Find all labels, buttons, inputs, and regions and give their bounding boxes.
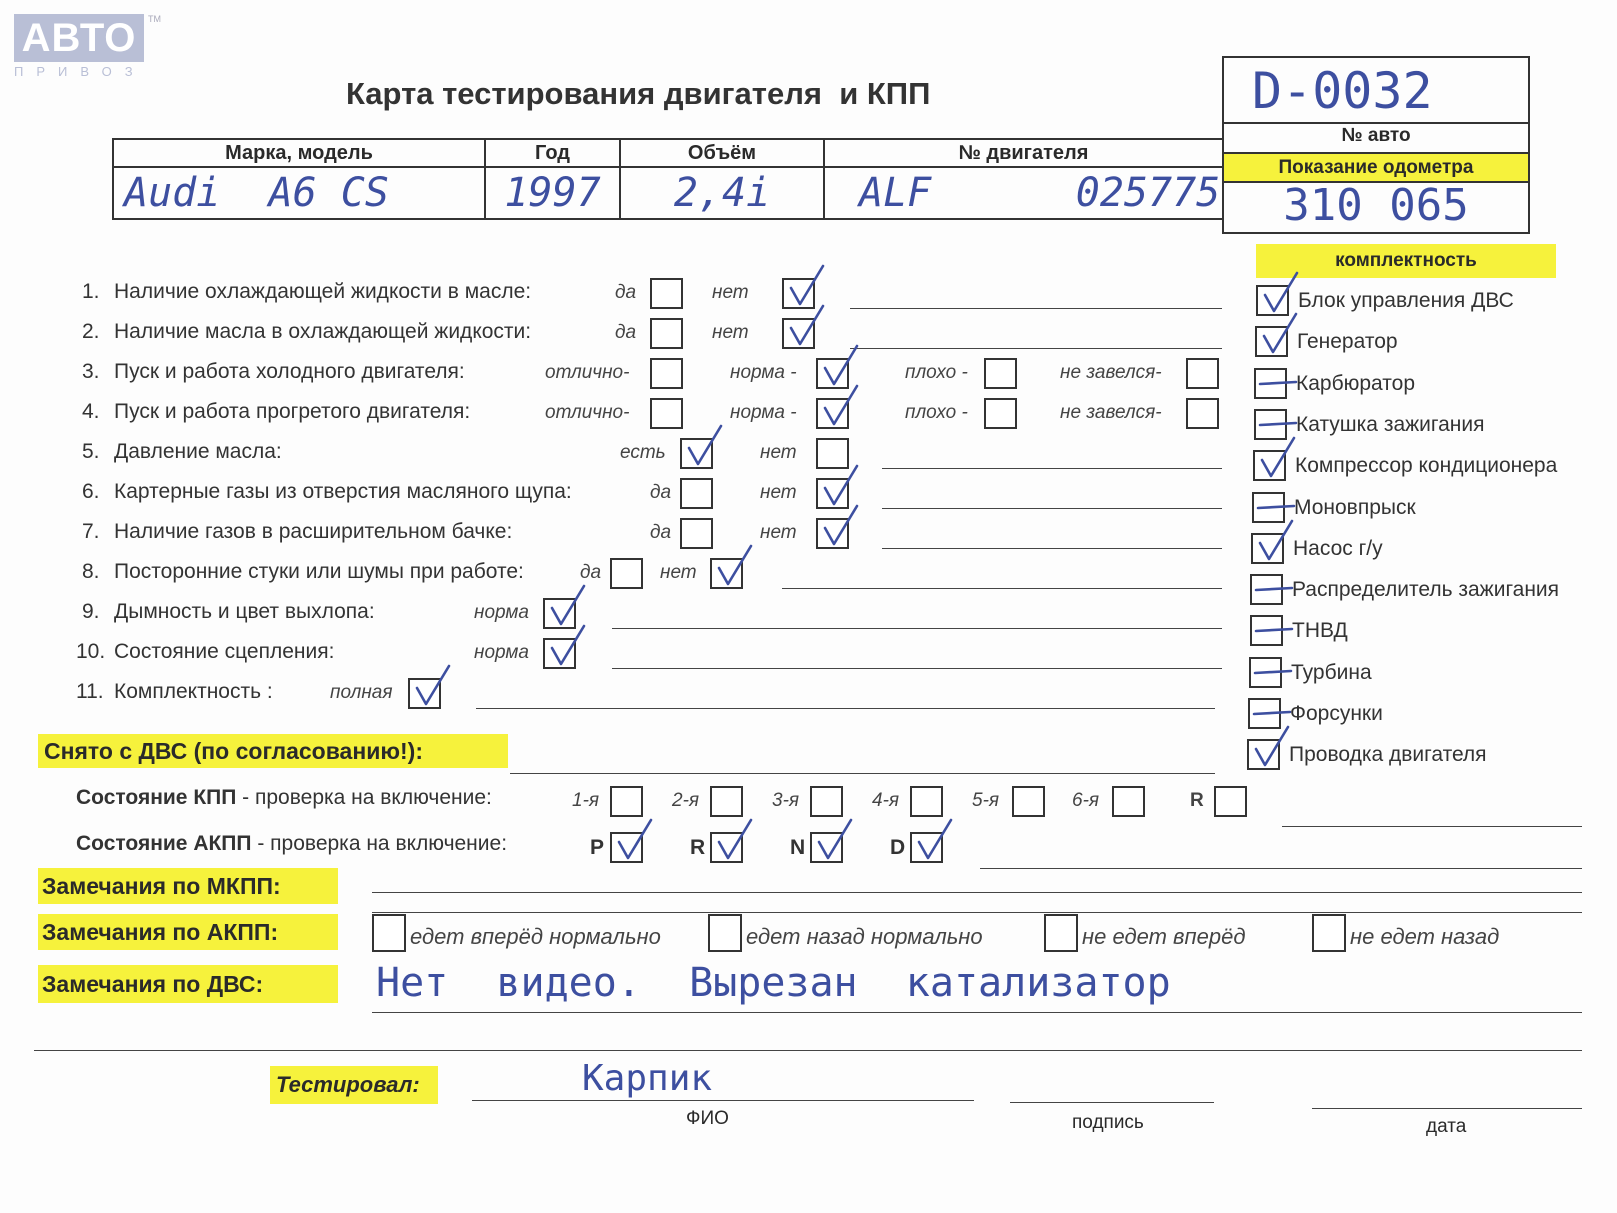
check-option-label: да xyxy=(615,282,637,303)
checkmark-icon xyxy=(714,818,754,866)
check-option-box[interactable] xyxy=(610,558,643,589)
check-option-box[interactable] xyxy=(984,398,1017,429)
remarks-dvs-label: Замечания по ДВС: xyxy=(38,965,338,1003)
kpp-gear-box[interactable] xyxy=(1112,786,1145,817)
check-option-label: не завелся- xyxy=(1060,362,1162,383)
fio-line xyxy=(472,1100,974,1101)
akpp-gear-label: P xyxy=(590,836,605,859)
akpp-gear-label: D xyxy=(890,836,906,859)
completeness-item-label: Компрессор кондиционера xyxy=(1295,454,1558,478)
check-comment-line xyxy=(612,668,1222,669)
remarks-dvs-line xyxy=(372,1012,1582,1013)
completeness-item-label: Распределитель зажигания xyxy=(1292,578,1560,602)
kpp-gear-box[interactable] xyxy=(1214,786,1247,817)
removed-label: Снято с ДВС (по согласованию!): xyxy=(38,734,508,768)
check-comment-line xyxy=(882,468,1222,469)
akpp-remark-box[interactable] xyxy=(372,914,406,952)
check-label: Картерные газы из отверстия масляного щупа: xyxy=(114,480,572,503)
check-option-box[interactable] xyxy=(984,358,1017,389)
kpp-line xyxy=(1282,826,1582,827)
check-option-label: нет xyxy=(760,482,797,503)
check-option-label: плохо - xyxy=(905,402,968,423)
check-option-label: отлично- xyxy=(545,402,630,423)
check-number: 1. xyxy=(82,280,100,303)
checkmark-icon xyxy=(814,818,854,866)
check-option-label: да xyxy=(615,322,637,343)
remarks-dvs-value: Нет видео. Вырезан катализатор xyxy=(376,960,1171,1006)
check-label: Дымность и цвет выхлопа: xyxy=(114,600,375,623)
check-number: 6. xyxy=(82,480,100,503)
akpp-remark-box[interactable] xyxy=(708,914,742,952)
checkmark-icon xyxy=(820,384,860,432)
kpp-gear-label: 1-я xyxy=(572,790,600,811)
logo-main: АВТО xyxy=(14,14,144,62)
header-make-model: Марка, модель xyxy=(113,139,485,167)
akpp-remark-box[interactable] xyxy=(1312,914,1346,952)
fio-caption: ФИО xyxy=(686,1108,729,1129)
akpp-remark-box[interactable] xyxy=(1044,914,1078,952)
remarks-akpp-label: Замечания по АКПП: xyxy=(38,914,338,950)
kpp-gear-label: R xyxy=(1190,790,1204,811)
kpp-gear-label: 2-я xyxy=(672,790,700,811)
remarks-mkpp-label: Замечания по МКПП: xyxy=(38,868,338,904)
kpp-gear-box[interactable] xyxy=(910,786,943,817)
akpp-line xyxy=(980,868,1582,869)
check-option-label: нет xyxy=(660,562,697,583)
check-option-box[interactable] xyxy=(710,558,743,589)
akpp-gear-box[interactable] xyxy=(710,832,743,863)
logo-tm: TM xyxy=(148,14,161,24)
checkmark-icon xyxy=(1251,725,1291,773)
check-option-label: норма xyxy=(474,602,529,623)
completeness-box[interactable] xyxy=(1247,739,1280,770)
check-option-label: да xyxy=(580,562,602,583)
check-label: Наличие масла в охлаждающей жидкости: xyxy=(114,320,532,343)
check-label: Наличие охлаждающей жидкости в масле: xyxy=(114,280,532,303)
check-comment-line xyxy=(612,628,1222,629)
car-number-divider xyxy=(1224,122,1528,124)
completeness-item-label: Моновпрыск xyxy=(1294,495,1416,519)
check-comment-line xyxy=(782,588,1222,589)
logo xyxy=(14,14,164,84)
akpp-remark-label: не едет назад xyxy=(1350,924,1500,949)
kpp-gear-box[interactable] xyxy=(1012,786,1045,817)
check-option-box[interactable] xyxy=(680,518,713,549)
akpp-remark-label: не едет вперёд xyxy=(1082,924,1246,949)
completeness-title: комплектность xyxy=(1256,244,1556,278)
kpp-label-bold: Состояние КПП xyxy=(76,786,237,809)
check-label: Пуск и работа холодного двигателя: xyxy=(114,360,465,383)
check-option-box[interactable] xyxy=(408,678,441,709)
check-option-label: нет xyxy=(760,522,797,543)
kpp-gear-label: 5-я xyxy=(972,790,1000,811)
kpp-gear-label: 3-я xyxy=(772,790,800,811)
checkmark-icon xyxy=(614,818,654,866)
akpp-gear-label: N xyxy=(790,836,806,859)
check-comment-line xyxy=(476,708,1215,709)
car-number-value: D-0032 xyxy=(1252,62,1433,120)
check-option-label: да xyxy=(650,482,672,503)
check-number: 4. xyxy=(82,400,100,423)
check-label: Состояние сцепления: xyxy=(114,640,335,663)
date-line xyxy=(1312,1108,1582,1109)
akpp-label-rest: - проверка на включение: xyxy=(251,832,508,855)
check-comment-line xyxy=(850,348,1222,349)
checkmark-icon xyxy=(547,624,587,672)
check-option-box[interactable] xyxy=(782,318,815,349)
checkmark-icon xyxy=(914,818,954,866)
akpp-gear-box[interactable] xyxy=(810,832,843,863)
completeness-item-label: Генератор xyxy=(1297,330,1398,354)
value-year: 1997 xyxy=(485,167,620,219)
check-label: Посторонние стуки или шумы при работе: xyxy=(114,560,524,583)
check-number: 2. xyxy=(82,320,100,343)
header-volume: Объём xyxy=(620,139,824,167)
car-number-box xyxy=(1222,56,1530,234)
completeness-item-label: Катушка зажигания xyxy=(1296,412,1485,436)
completeness-item-label: Блок управления ДВС xyxy=(1298,289,1514,312)
akpp-gear-box[interactable] xyxy=(910,832,943,863)
check-option-label: не завелся- xyxy=(1060,402,1162,423)
check-comment-line xyxy=(882,548,1222,549)
checkmark-icon xyxy=(412,664,452,712)
bottom-line xyxy=(34,1050,1582,1051)
vehicle-table xyxy=(112,138,1224,220)
checkmark-icon xyxy=(684,424,724,472)
kpp-gear-label: 4-я xyxy=(872,790,900,811)
checkmark-icon xyxy=(714,544,754,592)
check-label: Комплектность : xyxy=(114,680,273,703)
check-option-label: нет xyxy=(760,442,797,463)
check-option-label: норма - xyxy=(730,362,797,383)
check-label: Пуск и работа прогретого двигателя: xyxy=(114,400,471,423)
check-option-label: нет xyxy=(712,322,749,343)
removed-line xyxy=(510,773,1215,774)
check-number: 9. xyxy=(82,600,100,623)
check-option-label: нет xyxy=(712,282,749,303)
value-volume: 2,4i xyxy=(620,167,824,219)
check-option-box[interactable] xyxy=(650,398,683,429)
check-option-box[interactable] xyxy=(650,278,683,309)
check-option-label: есть xyxy=(620,442,666,463)
kpp-gear-label: 6-я xyxy=(1072,790,1100,811)
check-option-label: полная xyxy=(330,682,393,703)
check-comment-line xyxy=(882,508,1222,509)
check-option-label: да xyxy=(650,522,672,543)
akpp-gear-label: R xyxy=(690,836,706,859)
kpp-gear-box[interactable] xyxy=(610,786,643,817)
check-option-box[interactable] xyxy=(680,478,713,509)
header-engine-number: № двигателя xyxy=(824,139,1223,167)
check-number: 3. xyxy=(82,360,100,383)
check-label: Давление масла: xyxy=(114,440,282,463)
check-option-label: отлично- xyxy=(545,362,630,383)
check-option-box[interactable] xyxy=(650,318,683,349)
akpp-gear-box[interactable] xyxy=(610,832,643,863)
check-option-label: норма xyxy=(474,642,529,663)
check-number: 10. xyxy=(76,640,106,663)
check-option-box[interactable] xyxy=(680,438,713,469)
check-option-box[interactable] xyxy=(816,398,849,429)
check-option-label: плохо - xyxy=(905,362,968,383)
completeness-item-label: Карбюратор xyxy=(1296,371,1416,395)
remarks-akpp-line xyxy=(372,912,1582,913)
check-number: 8. xyxy=(82,560,100,583)
odometer-value: 310 065 xyxy=(1283,180,1469,231)
check-option-box[interactable] xyxy=(1186,398,1219,429)
kpp-label-rest: - проверка на включение: xyxy=(236,786,492,809)
akpp-label xyxy=(76,832,507,856)
check-option-box[interactable] xyxy=(543,638,576,669)
check-option-label: норма - xyxy=(730,402,797,423)
akpp-label-bold: Состояние АКПП xyxy=(76,832,252,855)
check-option-box[interactable] xyxy=(1186,358,1219,389)
tested-by-name: Карпик xyxy=(582,1058,713,1099)
tested-by-label: Тестировал: xyxy=(270,1066,438,1104)
completeness-item-label: Форсунки xyxy=(1290,702,1383,725)
date-caption: дата xyxy=(1426,1116,1467,1137)
logo-sub: ПРИВОЗ xyxy=(14,64,146,79)
check-comment-line xyxy=(850,308,1222,309)
completeness-item-label: ТНВД xyxy=(1292,619,1348,643)
akpp-remark-label: едет вперёд нормально xyxy=(410,924,661,949)
car-number-label: № авто xyxy=(1341,125,1411,146)
completeness-item-label: Насос г/у xyxy=(1293,536,1383,560)
signature-line xyxy=(1010,1102,1214,1103)
value-engine-number: ALF 025775 xyxy=(824,167,1223,219)
value-make-model: Audi A6 CS xyxy=(113,167,485,219)
check-label: Наличие газов в расширительном бачке: xyxy=(114,520,513,543)
check-number: 5. xyxy=(82,440,100,463)
completeness-item-label: Проводка двигателя xyxy=(1289,743,1487,767)
completeness-item-label: Турбина xyxy=(1291,660,1372,684)
check-option-box[interactable] xyxy=(816,518,849,549)
check-number: 7. xyxy=(82,520,100,543)
akpp-remark-label: едет назад нормально xyxy=(746,924,983,949)
check-option-box[interactable] xyxy=(650,358,683,389)
check-number: 11. xyxy=(76,680,104,703)
odometer-label: Показание одометра xyxy=(1224,152,1528,183)
kpp-label xyxy=(76,786,492,810)
kpp-gear-box[interactable] xyxy=(710,786,743,817)
header-year: Год xyxy=(485,139,620,167)
checkmark-icon xyxy=(820,504,860,552)
signature-caption: подпись xyxy=(1072,1112,1144,1133)
page-title: Карта тестирования двигателя и КПП xyxy=(346,76,931,111)
kpp-gear-box[interactable] xyxy=(810,786,843,817)
remarks-mkpp-line xyxy=(372,892,1582,893)
